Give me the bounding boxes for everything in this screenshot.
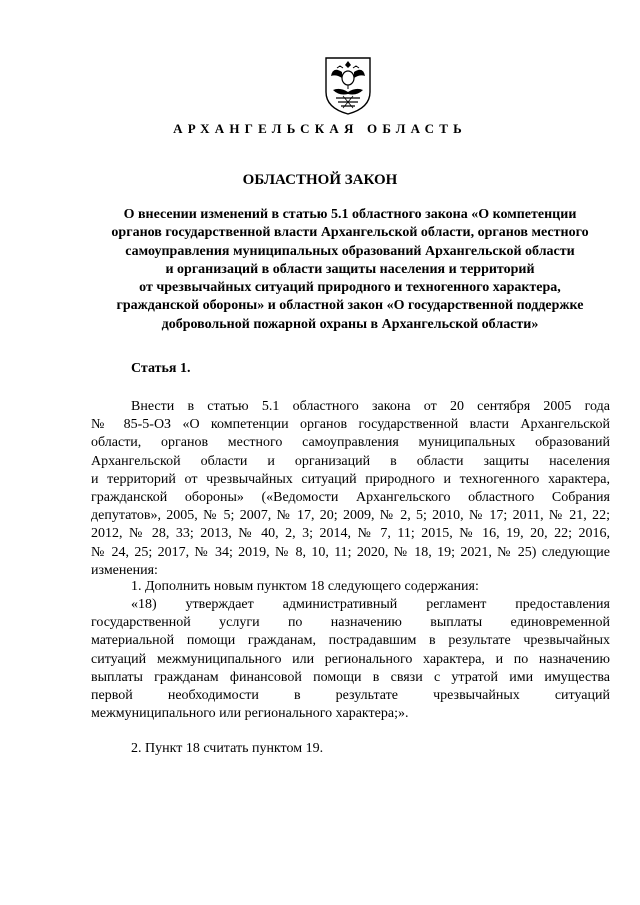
paragraph-line: ситуаций межмуниципального или регионального характера, и по назначению bbox=[91, 651, 610, 667]
paragraph-line: и территорий от чрезвычайных ситуаций природного и техногенного характера, bbox=[91, 471, 610, 487]
title-line: и организаций в области защиты населения и территорий bbox=[165, 261, 535, 277]
paragraph-line: первой необходимости в результате чрезвычайных ситуаций bbox=[91, 688, 610, 704]
paragraph-line: межмуниципального или регионального характера;». bbox=[91, 706, 409, 722]
paragraph-line: 2012, № 28, 33; 2013, № 40, 2, 3; 2014, № 7, 11; 2015, № 16, 19, 20, 22; 2016, bbox=[91, 526, 610, 542]
paragraph-line: области, органов местного самоуправления муниципальных образований bbox=[91, 435, 610, 451]
item-1-quote-paragraph bbox=[91, 596, 610, 723]
paragraph-line: 2. Пункт 18 считать пунктом 19. bbox=[131, 741, 324, 756]
document-type: ОБЛАСТНОЙ ЗАКОН bbox=[242, 172, 398, 188]
title-line: органов государственной власти Архангельской области, органов местного bbox=[111, 225, 589, 241]
law-title bbox=[95, 206, 605, 334]
paragraph-line: депутатов», 2005, № 5; 2007, № 17, 20; 2009, № 2, 5; 2010, № 17; 2011, № 21, 22; bbox=[91, 508, 610, 524]
paragraph-line: № 24, 25; 2017, № 34; 2019, № 8, 10, 11; 2020, № 18, 19; 2021, № 25) следующие bbox=[91, 544, 610, 560]
paragraph-line: государственной услуги по назначению выплаты единовременной bbox=[91, 615, 610, 631]
paragraph-line: 1. Дополнить новым пунктом 18 следующего содержания: bbox=[131, 579, 479, 594]
title-line: от чрезвычайных ситуаций природного и техногенного характера, bbox=[139, 280, 561, 296]
title-line: О внесении изменений в статью 5.1 областного закона «О компетенции bbox=[123, 207, 577, 222]
paragraph-line: изменения: bbox=[91, 562, 158, 578]
paragraph-line: Архангельской области и организаций в области защиты населения bbox=[91, 453, 610, 469]
paragraph-line: материальной помощи гражданам, пострадавшим в результате чрезвычайных bbox=[91, 633, 610, 649]
paragraph-line: выплаты гражданам финансовой помощи в связи с утратой ими имущества bbox=[91, 669, 610, 685]
title-line: самоуправления муниципальных образований Архангельской области bbox=[125, 243, 575, 259]
article-heading: Статья 1. bbox=[131, 361, 191, 376]
item-1-paragraph bbox=[91, 578, 610, 596]
paragraph-line: Внести в статью 5.1 областного закона от 20 сентября 2005 года bbox=[131, 399, 610, 414]
title-line: гражданской обороны» и областной закон «О государственной поддержке bbox=[116, 298, 584, 314]
paragraph-line: гражданской обороны» («Ведомости Архангельского областного Собрания bbox=[91, 490, 610, 506]
region-name: АРХАНГЕЛЬСКАЯ ОБЛАСТЬ bbox=[173, 121, 467, 136]
article-intro-paragraph bbox=[91, 398, 610, 580]
item-2-paragraph bbox=[91, 740, 610, 758]
paragraph-line: № 85-5-ОЗ «О компетенции органов государственной власти Архангельской bbox=[91, 417, 610, 433]
coat-of-arms-emblem bbox=[323, 56, 373, 116]
paragraph-line: «18) утверждает административный регламент предоставления bbox=[131, 597, 610, 612]
title-line: добровольной пожарной охраны в Архангельской области» bbox=[161, 316, 539, 332]
